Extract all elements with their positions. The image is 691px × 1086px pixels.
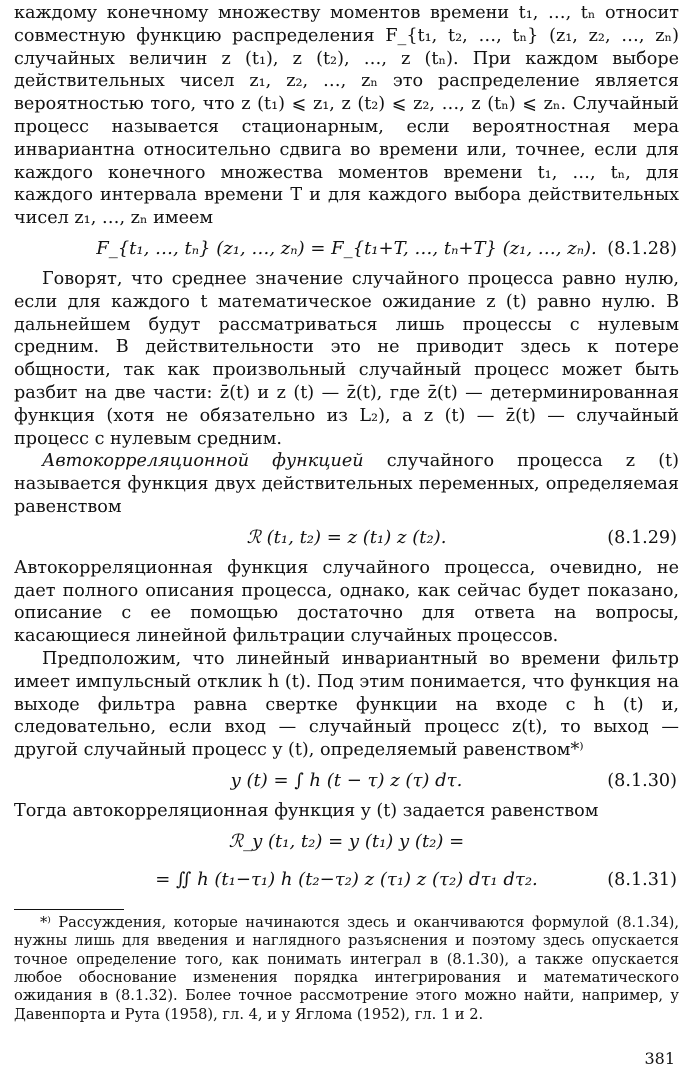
- equation-8-1-30: [14, 762, 679, 800]
- equation-number: (8.1.30): [607, 770, 677, 791]
- paragraph-zero-mean: Говорят, что среднее значение случайного процесса равно нулю, если для каждого t математическое ожидание z (t) равно нулю. В дальнейшем будут рассматриваться лишь процессы с нулевым средним. В действительности это не приводит здесь к потере общности, так как произвольный случайный процесс может быть разбит на две части: z̄(t) и z (t) — z̄(t), где z̄(t) — детерминированная функция (хотя не обязательно из L₂), а z (t) — z̄(t) — случайный процесс с нулевым средним.: [14, 268, 679, 449]
- equation-body: ℛ (t₁, t₂) = z (t₁) z (t₂).: [246, 527, 447, 549]
- equation-8-1-31-line1: [14, 823, 679, 861]
- footnote-rule: [14, 909, 124, 910]
- equation-8-1-29: [14, 519, 679, 557]
- equation-body: y (t) = ∫ h (t − τ) z (τ) dτ.: [230, 770, 463, 792]
- paragraph-output-autocorrelation: Тогда автокорреляционная функция y (t) задается равенством: [14, 800, 599, 821]
- equation-8-1-31-line2: [14, 861, 679, 899]
- equation-body: = ∬ h (t₁−τ₁) h (t₂−τ₂) z (τ₁) z (τ₂) dτ₁ dτ₂.: [155, 869, 538, 891]
- equation-body: ℛ_y (t₁, t₂) = y (t₁) y (t₂) =: [228, 831, 465, 853]
- equation-8-1-28: [14, 230, 679, 268]
- equation-number: (8.1.29): [607, 527, 677, 548]
- equation-number: (8.1.31): [607, 869, 677, 890]
- equation-body: F_{t₁, …, tₙ} (z₁, …, zₙ) = F_{t₁+T, …, tₙ+T} (z₁, …, zₙ).: [96, 238, 597, 260]
- footnote: *⁾ Рассуждения, которые начинаются здесь и оканчиваются формулой (8.1.34), нужны лишь для введения и наглядного разъяснения и поэтому здесь опускается точное определение того, как понимать интеграл в (8.1.30), а также опускается любое обоснование изменения порядка интегрирования и математического ожидания в (8.1.32). Более точное рассмотрение этого можно найти, например, у Давенпорта и Рута (1958), гл. 4, и у Яглома (1952), гл. 1 и 2.: [14, 913, 679, 1023]
- page-number: 381: [644, 1049, 675, 1068]
- defined-term: Автокорреляционной функцией: [42, 451, 364, 472]
- equation-number: (8.1.28): [607, 238, 677, 259]
- book-page: [14, 2, 679, 1082]
- paragraph-autocorrelation-note: Автокорреляционная функция случайного процесса, очевидно, не дает полного описания процесса, однако, как сейчас будет показано, описание с ее помощью достаточно для ответа на вопросы, касающиеся линейной фильтрации случайных процессов.: [14, 557, 679, 647]
- paragraph-text: случайного процесса z (t) называется функция двух действительных переменных, определяемая равенством: [14, 451, 679, 517]
- paragraph-autocorrelation-def: [14, 450, 679, 518]
- paragraph-linear-filter: Предположим, что линейный инвариантный во времени фильтр имеет импульсный отклик h (t). Под этим понимается, что функция на выходе фильтра равна свертке функции на входе с h (t) и, следовательно, если вход — случайный процесс z(t), то выход — другой случайный процесс y (t), определяемый равенством*⁾: [14, 648, 679, 761]
- paragraph-distribution: каждому конечному множеству моментов времени t₁, …, tₙ относит совместную функцию распределения F_{t₁, t₂, …, tₙ} (z₁, z₂, …, zₙ) случайных величин z (t₁), z (t₂), …, z (tₙ). При каждом выборе действительных чисел z₁, z₂, …, zₙ это распределение является вероятностью того, что z (t₁) ⩽ z₁, z (t₂) ⩽ z₂, …, z (tₙ) ⩽ zₙ. Случайный процесс называется стационарным, если вероятностная мера инвариантна относительно сдвига во времени или, точнее, если для каждого конечного множества моментов времени t₁, …, tₙ, для каждого интервала времени T и для каждого выбора действительных чисел z₁, …, zₙ имеем: [14, 3, 679, 229]
